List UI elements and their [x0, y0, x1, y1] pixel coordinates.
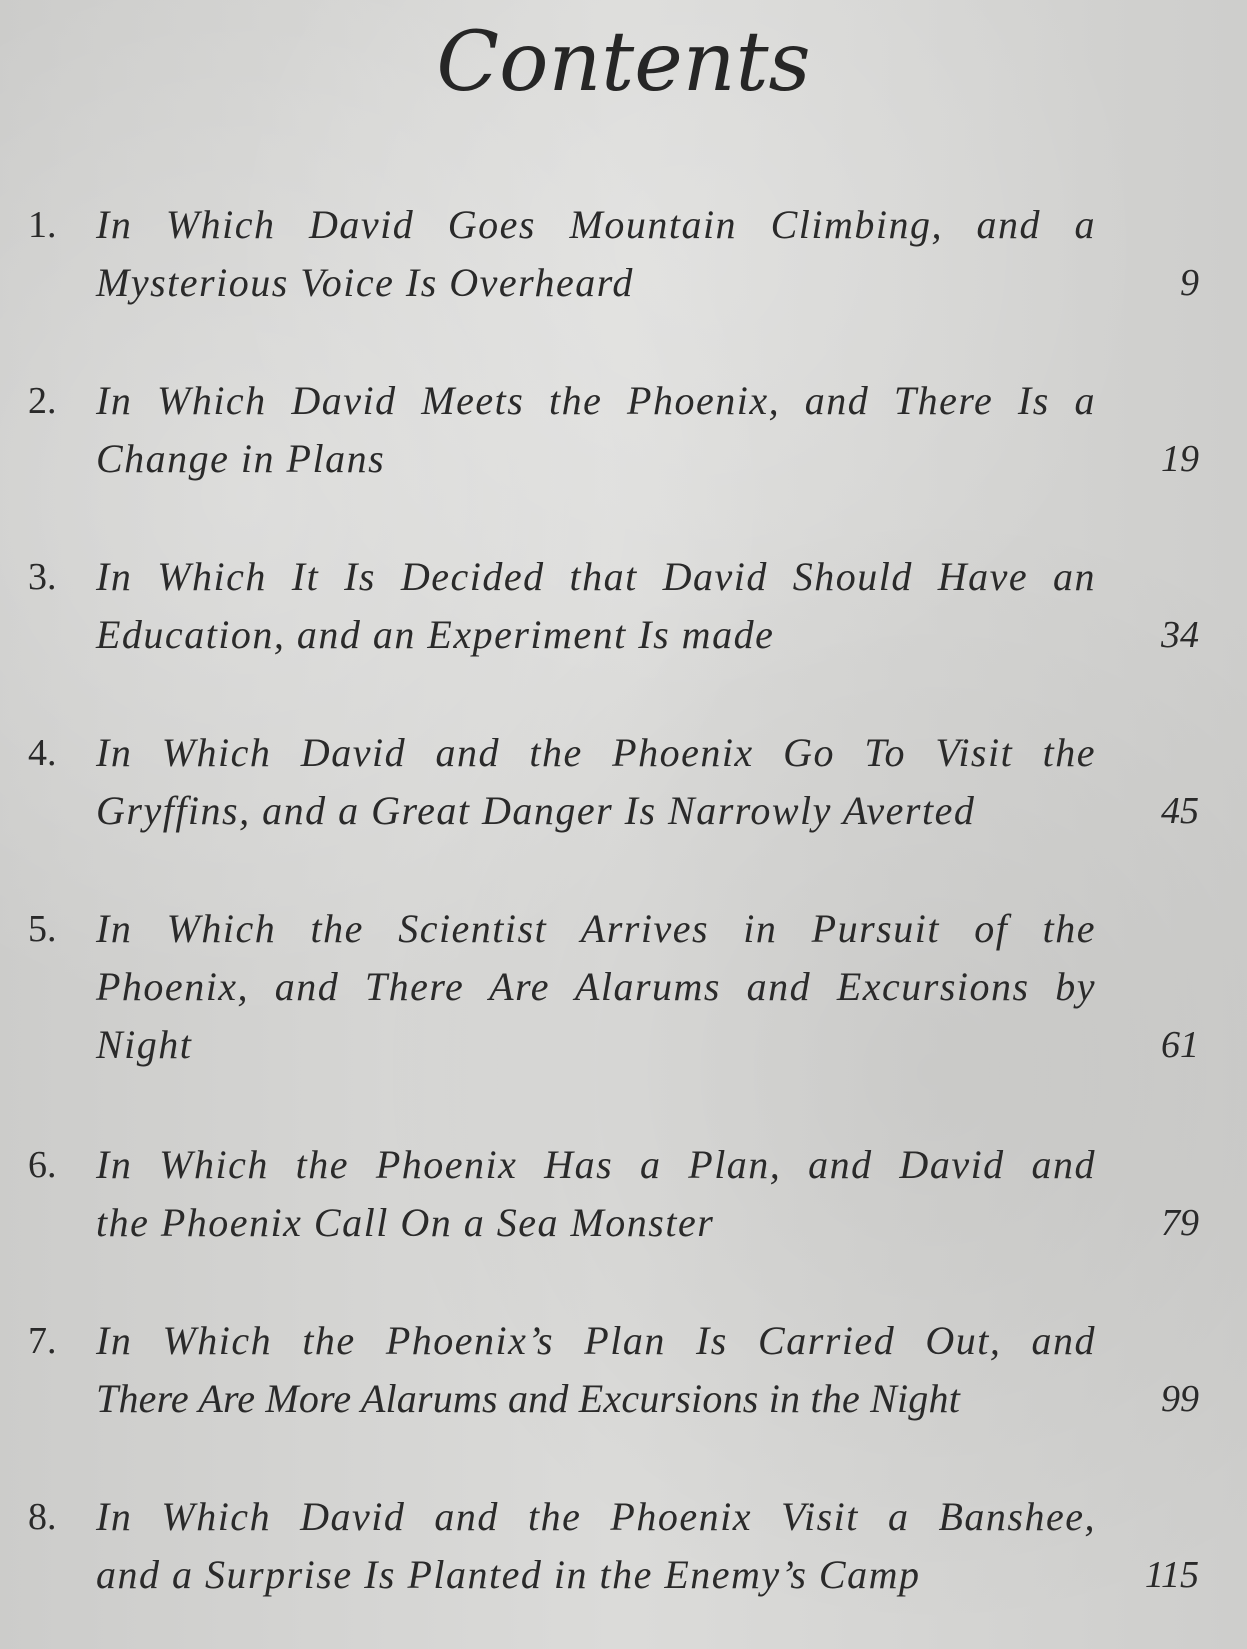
- chapter-number: 8.: [28, 1496, 57, 1538]
- chapter-page-number: 9: [1180, 262, 1199, 304]
- chapter-title-line: In Which David Meets the Phoenix, and There Is a: [96, 378, 1096, 423]
- chapter-number: 4.: [28, 732, 57, 774]
- chapter-number: 2.: [28, 380, 57, 422]
- chapter-number: 7.: [28, 1320, 57, 1362]
- chapter-page-number: 79: [1161, 1202, 1199, 1244]
- chapter-page-number: 99: [1161, 1378, 1199, 1420]
- chapter-title-line: There Are More Alarums and Excursions in the Night: [96, 1376, 961, 1421]
- chapter-title-line: Mysterious Voice Is Overheard: [96, 260, 634, 305]
- chapter-title-line: In Which David Goes Mountain Climbing, and a: [96, 202, 1096, 247]
- chapter-title-line: In Which David and the Phoenix Visit a Banshee,: [96, 1494, 1096, 1539]
- chapter-page-number: 115: [1144, 1554, 1199, 1596]
- chapter-title-line: In Which the Phoenix’s Plan Is Carried Out, and: [96, 1318, 1096, 1363]
- chapter-title: [96, 196, 1096, 312]
- chapter-title: [96, 1312, 1096, 1428]
- chapter-title: [96, 900, 1096, 1074]
- chapter-page-number: 45: [1161, 790, 1199, 832]
- chapter-number: 1.: [28, 204, 57, 246]
- chapter-title: [96, 724, 1096, 840]
- chapter-title: [96, 372, 1096, 488]
- chapter-number: 3.: [28, 556, 57, 598]
- page-title: Contents: [436, 15, 811, 110]
- chapter-title-line: the Phoenix Call On a Sea Monster: [96, 1200, 715, 1245]
- chapter-number: 5.: [28, 908, 57, 950]
- chapter-title-line: Gryffins, and a Great Danger Is Narrowly Averted: [96, 788, 976, 833]
- chapter-number: 6.: [28, 1144, 57, 1186]
- chapter-page-number: 19: [1161, 438, 1199, 480]
- chapter-title: [96, 1136, 1096, 1252]
- chapter-title-line: Change in Plans: [96, 436, 386, 481]
- chapter-title: [96, 548, 1096, 664]
- chapter-title-line: and a Surprise Is Planted in the Enemy’s Camp: [96, 1552, 921, 1597]
- chapter-title-line: In Which the Scientist Arrives in Pursuit of the: [96, 906, 1096, 951]
- chapter-title: [96, 1488, 1096, 1604]
- chapter-title-line: Education, and an Experiment Is made: [96, 612, 775, 657]
- chapter-page-number: 34: [1161, 614, 1199, 656]
- chapter-title-line: In Which the Phoenix Has a Plan, and David and: [96, 1142, 1096, 1187]
- chapter-page-number: 61: [1161, 1024, 1199, 1066]
- chapter-title-line: Night: [96, 1022, 193, 1067]
- chapter-title-line: In Which David and the Phoenix Go To Visit the: [96, 730, 1096, 775]
- chapter-title-line: Phoenix, and There Are Alarums and Excursions by: [96, 964, 1096, 1009]
- chapter-title-line: In Which It Is Decided that David Should Have an: [96, 554, 1096, 599]
